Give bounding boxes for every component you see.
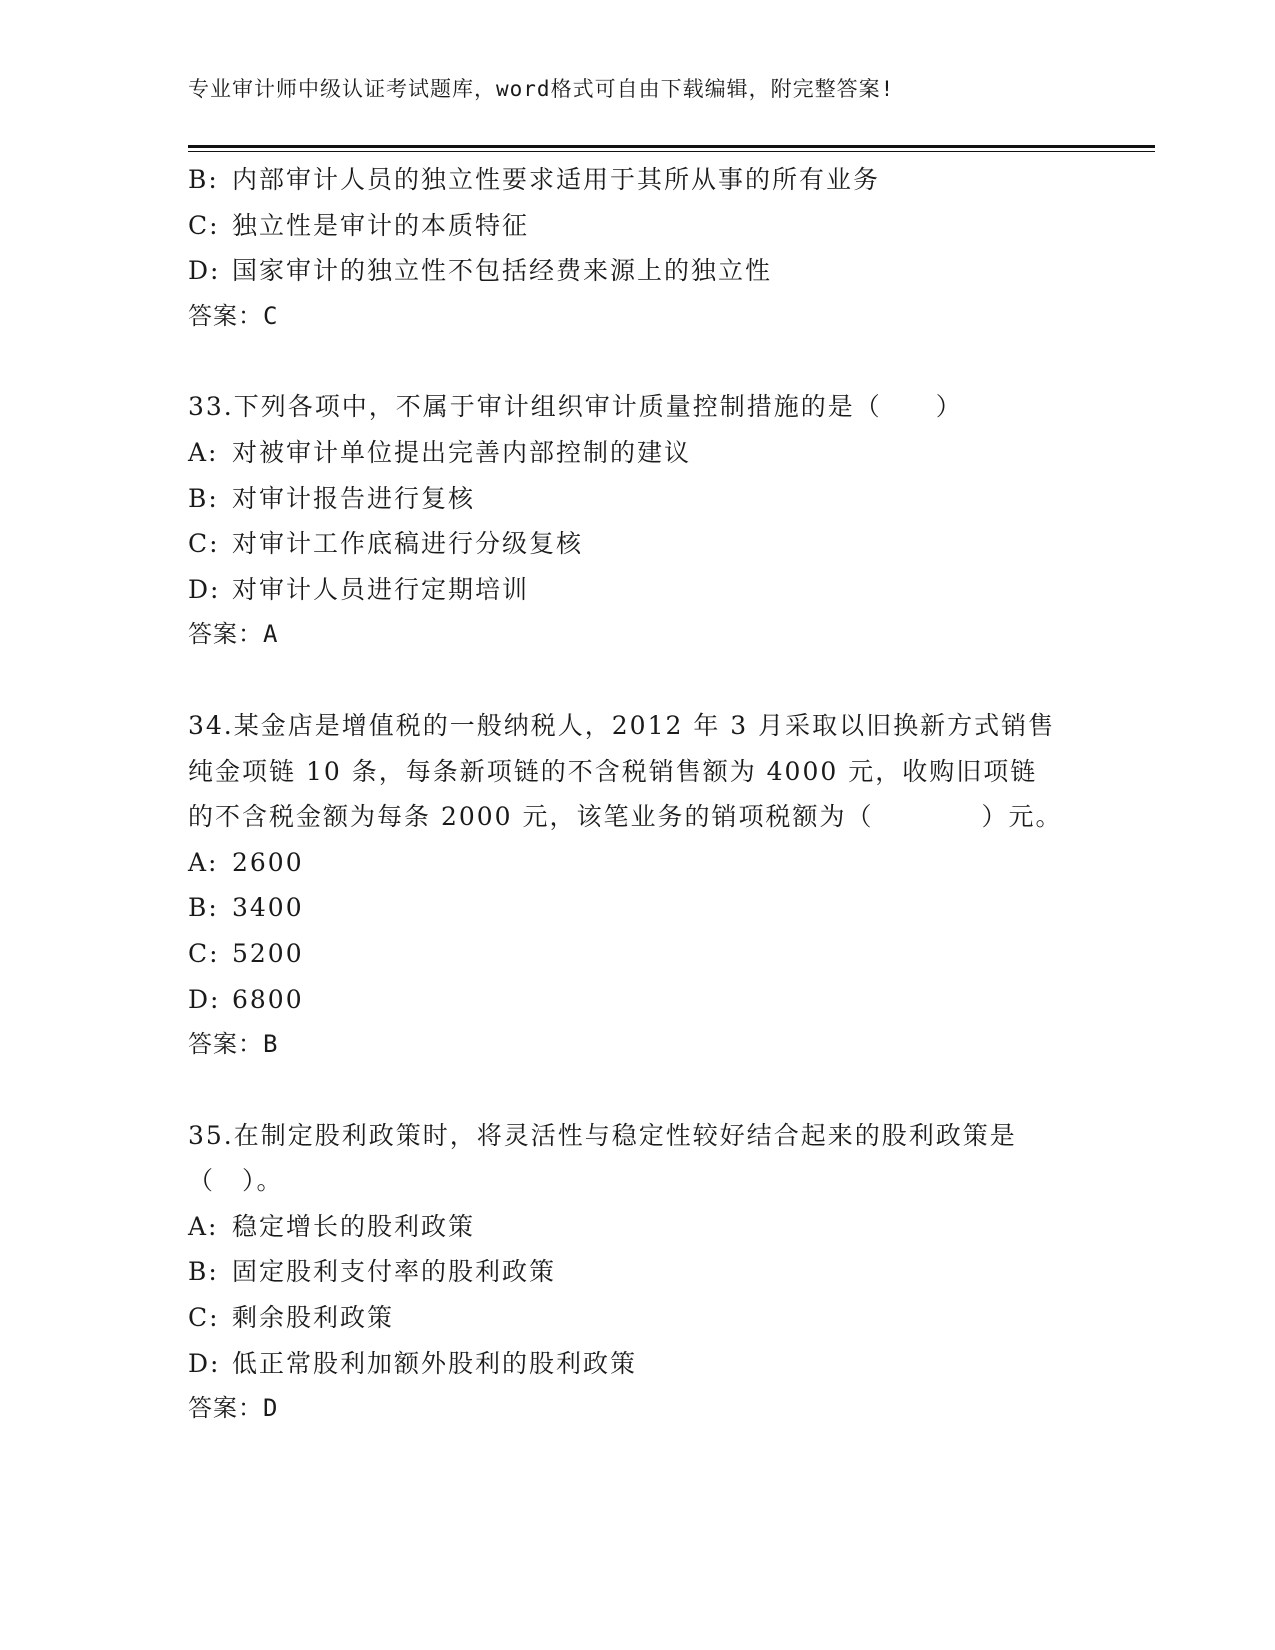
question-35: [188, 1113, 1108, 1432]
option-row: [188, 977, 1108, 1023]
answer-line: 答案：D: [188, 1394, 279, 1423]
option-text: 固定股利支付率的股利政策: [232, 1257, 557, 1287]
continued-question: [188, 157, 1108, 339]
page-header: 专业审计师中级认证考试题库，word格式可自由下载编辑，附完整答案!: [188, 77, 895, 101]
option-label: D:: [188, 984, 221, 1014]
question-33: [188, 384, 1108, 658]
option-text: 3400: [232, 893, 304, 923]
option-label: A:: [188, 847, 219, 877]
option-text: 独立性是审计的本质特征: [232, 210, 530, 240]
question-stem: （ ）。: [188, 1166, 284, 1196]
option-row: [188, 157, 1108, 203]
answer-line: 答案：C: [188, 301, 279, 330]
question-stem: 纯金项链 10 条，每条新项链的不含税销售额为 4000 元，收购旧项链: [188, 756, 1038, 786]
question-stem: 34.某金店是增值税的一般纳税人，2012 年 3 月采取以旧换新方式销售: [188, 710, 1056, 740]
option-label: C:: [188, 938, 220, 968]
answer-line: 答案：A: [188, 620, 279, 649]
header-rule-thin: [188, 151, 1155, 152]
option-text: 内部审计人员的独立性要求适用于其所从事的所有业务: [232, 165, 881, 194]
option-label: A:: [188, 1211, 219, 1241]
question-stem: 35.在制定股利政策时，将灵活性与稳定性较好结合起来的股利政策是: [188, 1120, 1017, 1150]
option-label: B:: [188, 1257, 219, 1287]
header-rule-thick: [188, 145, 1155, 148]
option-text: 稳定增长的股利政策: [232, 1211, 476, 1241]
option-text: 对审计报告进行复核: [232, 483, 476, 513]
option-label: D:: [188, 1348, 221, 1378]
option-row: [188, 1204, 1108, 1250]
option-row: [188, 885, 1108, 931]
option-text: 国家审计的独立性不包括经费来源上的独立性: [232, 256, 773, 286]
option-text: 对被审计单位提出完善内部控制的建议: [232, 437, 692, 467]
option-row: [188, 203, 1108, 249]
option-row: [188, 1249, 1108, 1295]
question-stem: 33.下列各项中，不属于审计组织审计质量控制措施的是（ ）: [188, 392, 963, 422]
option-text: 对审计人员进行定期培训: [232, 574, 530, 604]
option-label: B:: [188, 893, 219, 923]
question-34: [188, 703, 1108, 1068]
option-label: B:: [188, 483, 219, 513]
option-text: 对审计工作底稿进行分级复核: [232, 529, 584, 559]
option-row: [188, 1341, 1108, 1387]
option-text: 5200: [232, 938, 304, 968]
option-row: [188, 1295, 1108, 1341]
option-label: D:: [188, 256, 221, 286]
option-label: A:: [188, 437, 219, 467]
option-row: [188, 430, 1108, 476]
question-content: [188, 157, 1108, 1432]
question-stem: 的不含税金额为每条 2000 元，该笔业务的销项税额为（ ）元。: [188, 802, 1063, 832]
option-label: C:: [188, 529, 220, 559]
option-row: [188, 248, 1108, 294]
option-label: C:: [188, 210, 220, 240]
option-row: [188, 567, 1108, 613]
option-label: C:: [188, 1303, 220, 1333]
answer-line: 答案：B: [188, 1030, 279, 1059]
option-label: D:: [188, 574, 221, 604]
option-row: [188, 931, 1108, 977]
option-text: 剩余股利政策: [232, 1303, 395, 1333]
option-row: [188, 840, 1108, 886]
option-row: [188, 476, 1108, 522]
option-label: B:: [188, 165, 219, 194]
option-row: [188, 521, 1108, 567]
option-text: 2600: [232, 847, 304, 877]
option-text: 低正常股利加额外股利的股利政策: [232, 1348, 638, 1378]
option-text: 6800: [232, 984, 304, 1014]
